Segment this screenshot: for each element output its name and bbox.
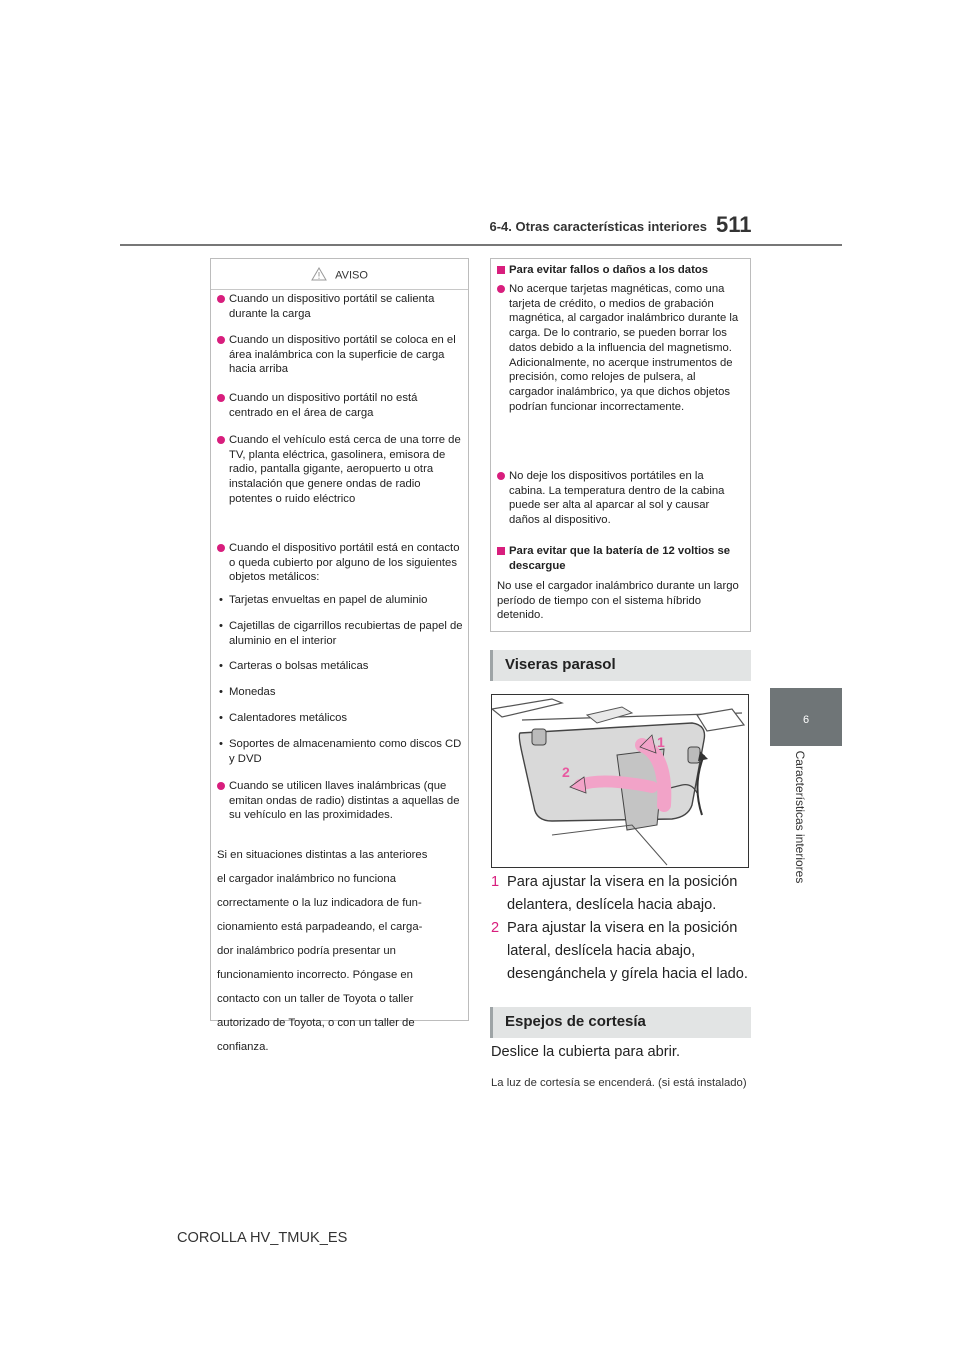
notice-paragraph: No use el cargador inalámbrico durante un largo período de tiempo con el sistema híbrido detenido. (497, 580, 739, 622)
warning-title: AVISO (335, 269, 368, 282)
warning-paragraph-line: funcionamiento incorrecto. Póngase en (217, 969, 413, 981)
warning-paragraph-line: contacto con un taller de Toyota o taller (217, 993, 414, 1005)
warning-paragraph-line: dor inalámbrico podría presentar un (217, 945, 396, 957)
bullet-dot (217, 544, 225, 552)
notice-heading: Para evitar que la batería de 12 voltios se descargue (497, 544, 743, 573)
warning-paragraph-line: autorizado de Toyota, o con un taller de (217, 1017, 415, 1029)
warning-item: Cuando se utilicen llaves inalámbricas (que emitan ondas de radio) distintas a aquellas de su vehículo en las proximidades. (217, 779, 463, 823)
warning-divider (211, 289, 468, 290)
bullet-dot (217, 336, 225, 344)
bullet-dot (217, 436, 225, 444)
section-heading-espejos: Espejos de cortesía (490, 1007, 751, 1038)
warning-sub-item: • Cajetillas de cigarrillos recubiertas de papel de aluminio en el interior (219, 620, 463, 647)
notice-item: No deje los dispositivos portátiles en la cabina. La temperatura dentro de la cabina puede ser alta al aparcar al sol y causar daños al dispositivo. (497, 469, 743, 528)
warning-sub-item: • Calentadores metálicos (219, 712, 348, 724)
warning-paragraph-line: confianza. (217, 1041, 269, 1053)
page-number: 511 (716, 212, 752, 237)
warning-icon (311, 267, 327, 284)
warning-paragraph-line: cionamiento está parpadeando, el carga- (217, 921, 423, 933)
sun-visor-illustration (491, 694, 749, 868)
square-bullet (497, 266, 505, 274)
warning-sub-item: • Carteras o bolsas metálicas (219, 660, 369, 672)
bullet-dot (217, 782, 225, 790)
illustration-label-1: 1 (657, 734, 665, 750)
notice-item: No acerque tarjetas magnéticas, como una tarjeta de crédito, o medios de grabación magnética, al cargador inalámbrico durante la carga. De lo contrario, se pueden borrar los datos debido a la influencia del magnetismo. Adicionalmente, no acerque instrumentos de precisión, como relojes de pulsera, al cargador inalámbrico, ya que dichos objetos podrían funcionar incorrectamente. (497, 282, 743, 414)
illustration-label-2: 2 (562, 764, 570, 780)
header-rule (120, 244, 842, 246)
warning-item: Cuando el dispositivo portátil está en contacto o queda cubierto por alguno de los siguientes objetos metálicos: (217, 541, 463, 585)
warning-sub-item: • Monedas (219, 686, 276, 698)
section-title: 6-4. Otras características interiores (489, 219, 707, 234)
step-2: 2 Para ajustar la visera en la posición lateral, deslícela hacia abajo, desengánchela y gírela hacia el lado. (491, 920, 748, 982)
bullet-dot (497, 285, 505, 293)
warning-item: Cuando un dispositivo portátil no está centrado en el área de carga (217, 391, 463, 420)
footer-model: COROLLA HV_TMUK_ES (177, 1230, 348, 1246)
warning-box (210, 258, 469, 1053)
warning-sub-item: • Soportes de almacenamiento como discos CD y DVD (219, 738, 462, 765)
square-bullet (497, 547, 505, 555)
warning-paragraph-line: Si en situaciones distintas a las anteriores (217, 849, 428, 861)
bullet-dot (497, 472, 505, 480)
espejos-text: Deslice la cubierta para abrir. (491, 1044, 680, 1060)
bullet-dot (217, 295, 225, 303)
notice-box (490, 258, 751, 632)
warning-header (211, 267, 468, 284)
warning-item: Cuando el vehículo está cerca de una torre de TV, planta eléctrica, gasolinera, emisora de radio, pantalla gigante, aeropuerto u otra instalación que genere ondas de radio potentes o ruido eléctrico (217, 433, 463, 507)
espejos-note: La luz de cortesía se encenderá. (si está instalado) (491, 1077, 747, 1089)
warning-paragraph-line: el cargador inalámbrico no funciona (217, 873, 396, 885)
step-1: 1 Para ajustar la visera en la posición delantera, deslícela hacia abajo. (491, 874, 738, 913)
warning-item: Cuando un dispositivo portátil se calienta durante la carga (217, 292, 463, 321)
chapter-number: 6 (802, 714, 810, 726)
warning-paragraph-line: correctamente o la luz indicadora de fun- (217, 897, 422, 909)
chapter-label: Características interiores (793, 750, 807, 884)
section-heading-viseras: Viseras parasol (490, 650, 751, 681)
warning-item: Cuando un dispositivo portátil se coloca en el área inalámbrica con la superficie de carga hacia arriba (217, 333, 463, 377)
notice-heading: Para evitar fallos o daños a los datos (497, 263, 743, 278)
warning-sub-item: • Tarjetas envueltas en papel de aluminio (219, 594, 428, 606)
bullet-dot (217, 394, 225, 402)
